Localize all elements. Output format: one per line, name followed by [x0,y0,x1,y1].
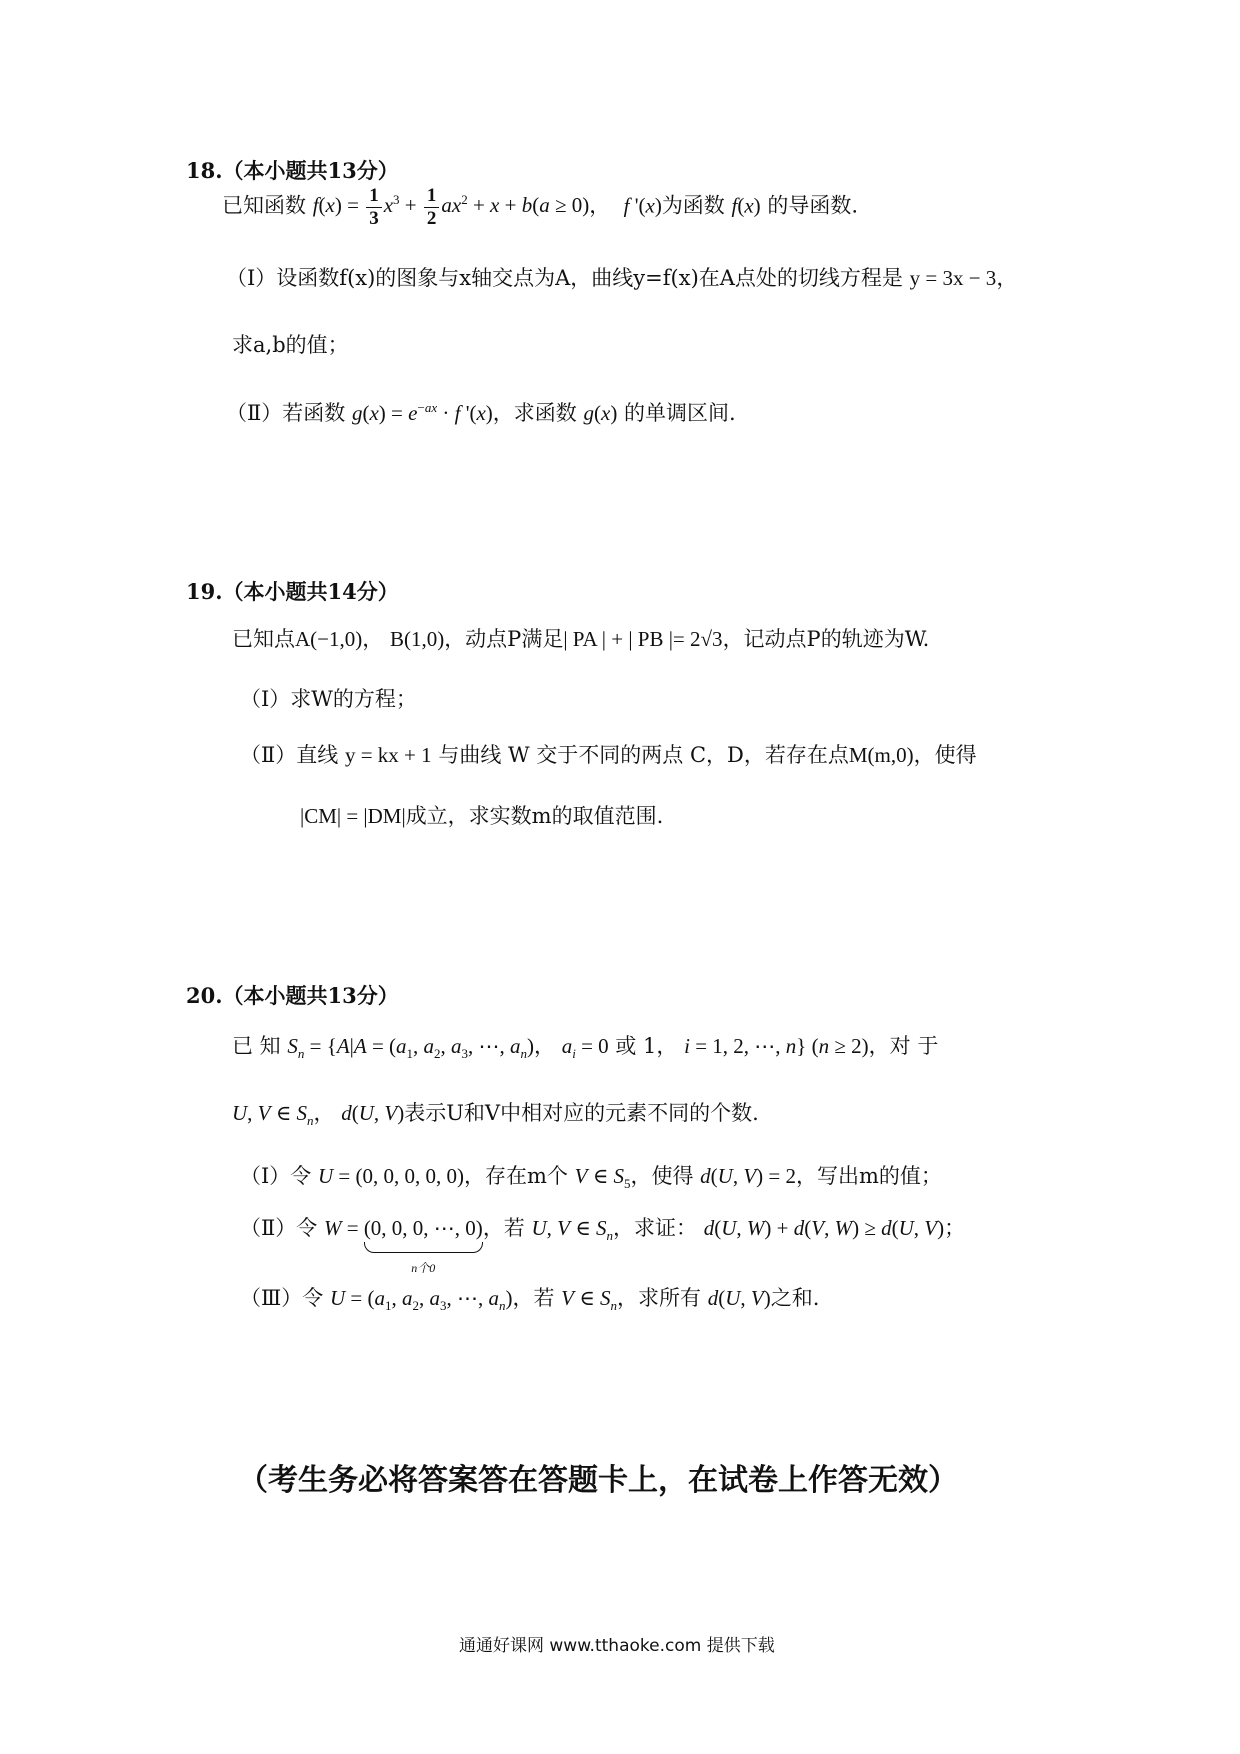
footer-source: 通通好课网 www.tthaoke.com 提供下载 [459,1636,775,1656]
q18-part1: （Ⅰ）设函数f(x)的图象与x轴交点为A，曲线y=f(x)在A点处的切线方程是 y = 3x − 3， [226,266,1018,290]
q18-part1-line2: 求a,b的值； [232,333,349,357]
exam-notice: （考生务必将答案答在答题卡上，在试卷上作答无效） [238,1463,958,1498]
q20-stem: 已 知 $S_n = \{A|A = (a_1$, $a_2$, $a_3$, ⋯, $a_n$)， $a_i = 0$ 或 1， i = 1, 2, ⋯, n} (n ≥ 2)，对 于 [232,1034,939,1062]
q20-part1: （Ⅰ）令 U = (0, 0, 0, 0, 0)，存在m个 V ∈ $S_5$，使得 d(U, V) = 2，写出m的值； [240,1164,942,1192]
q20-title: 20.（本小题共13分） [186,983,399,1008]
q19-stem: 已知点A(−1,0)， B(1,0)，动点P满足| PA | + | PB |= 2√3，记动点P的轨迹为W. [232,627,930,651]
q18-stem: 已知函数 f(x) = $\frac{1}{3}$ $x^3$ + $\frac{1}{2}$ $ax^2 + x + b(a \ge 0)$， f '(x)为函数 f(x) 的导函数. [222,185,859,229]
q20-part2: （Ⅱ）令 W = (0, 0, 0, ⋯, 0) n个0 ，若 U, V ∈ $S_n$，求证： d(U, W) + d(V, W) ≥ d(U, V)； [240,1212,965,1244]
q19-part2: （Ⅱ）直线 y = kx + 1 与曲线 W 交于不同的两点 C，D，若存在点M(m,0)，使得 [240,743,977,767]
q19-part2-line2: |CM| = |DM|成立，求实数m的取值范围. [300,804,664,828]
q20-stem-line2: U, V ∈ $S_n$， d(U, V)表示U和V中相对应的元素不同的个数. [232,1101,759,1129]
q18-title: 18.（本小题共13分） [186,158,399,183]
q20-part3: （Ⅲ）令 $U = (a_1$, $a_2$, $a_3$, ⋯, $a_n$)，若 V ∈ $S_n$，求所有 d(U, V)之和. [240,1286,820,1314]
underbrace: (0, 0, 0, ⋯, 0) n个0 [363,1216,483,1275]
q19-part1: （Ⅰ）求W的方程； [240,687,417,711]
q18-part2: （Ⅱ）若函数 $g(x) = e^{-ax} \cdot f$ '(x)，求函数 g(x) 的单调区间. [226,400,736,425]
q19-title: 19.（本小题共14分） [186,579,399,604]
